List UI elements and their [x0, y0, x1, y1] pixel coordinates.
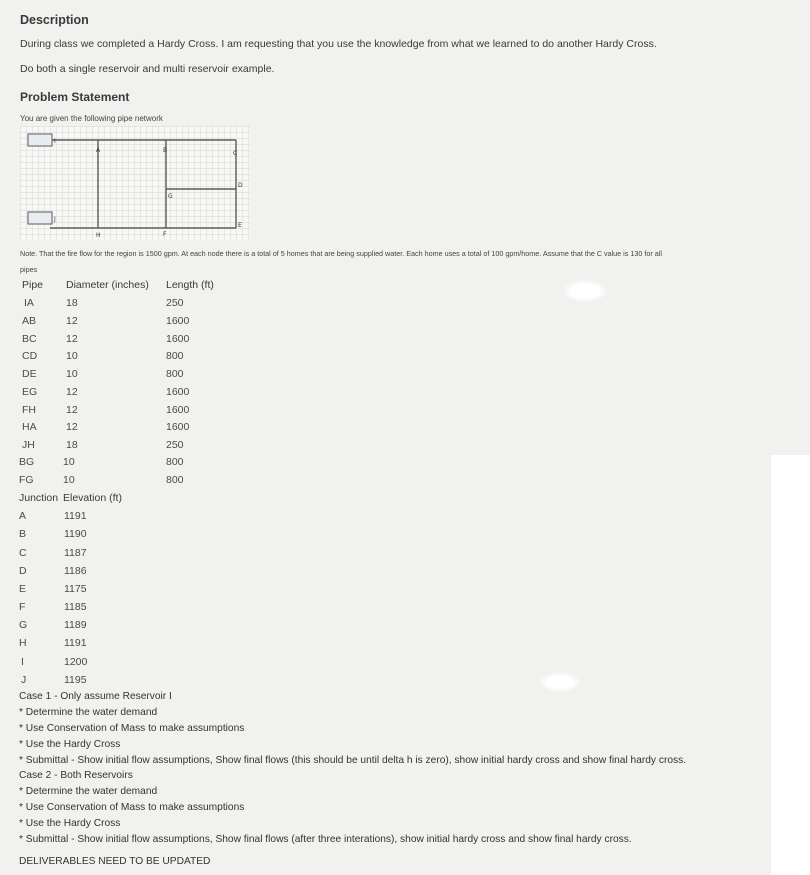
junction-name: B [19, 528, 27, 540]
junction-name: F [19, 601, 26, 613]
case-2-item: * Determine the water demand [19, 786, 158, 797]
light-glare [563, 280, 607, 302]
pipe-diameter: 12 [66, 404, 78, 416]
pipe-name: FG [19, 474, 34, 486]
pipe-diameter: 12 [66, 386, 78, 398]
junction-name: C [19, 547, 27, 559]
junction-column-header: Junction [19, 492, 59, 504]
pipe-length: 1600 [166, 386, 190, 398]
node-label-b: B [163, 147, 168, 154]
junction-elevation: 1191 [64, 637, 87, 649]
case-2-item: * Use Conservation of Mass to make assumptions [19, 802, 245, 813]
description-heading: Description [20, 13, 89, 27]
pipe-diameter: 12 [66, 315, 78, 327]
junction-elevation: 1200 [64, 656, 88, 668]
problem-statement-heading: Problem Statement [20, 90, 130, 104]
pipe-length: 250 [166, 439, 184, 451]
node-label-h: H [96, 232, 101, 239]
reservoir-j [28, 212, 52, 224]
problem-intro: You are given the following pipe network [20, 114, 163, 123]
pipe-length: 800 [166, 456, 184, 468]
pipe-diameter: 12 [66, 333, 78, 345]
junction-name: I [21, 656, 24, 668]
reservoir-i [28, 134, 52, 146]
pipe-name: DE [22, 368, 37, 380]
pipe-diameter: 10 [63, 456, 75, 468]
case-1-item: * Use the Hardy Cross [19, 739, 121, 750]
pipe-name: AB [22, 315, 37, 327]
case-1-item: * Determine the water demand [19, 707, 158, 718]
node-label-f: F [163, 231, 167, 238]
pipe-diameter: 12 [66, 421, 78, 433]
pipe-diameter: 10 [66, 350, 78, 362]
node-label-g: G [168, 193, 173, 200]
node-label-e: E [238, 222, 242, 229]
diameter-column-header: Diameter (inches) [66, 279, 149, 291]
pipe-column-header: Pipe [22, 279, 44, 291]
junction-name: H [19, 637, 27, 649]
junction-elevation: 1175 [64, 583, 87, 595]
junction-name: D [19, 565, 27, 577]
pipe-length: 1600 [166, 421, 190, 433]
junction-name: A [19, 510, 27, 522]
pipe-diameter: 10 [66, 368, 78, 380]
pipe-length: 1600 [166, 404, 190, 416]
junction-elevation: 1186 [64, 565, 87, 577]
junction-elevation: 1189 [64, 619, 87, 631]
description-line-2: Do both a single reservoir and multi reservoir example. [20, 63, 275, 75]
junction-elevation: 1191 [64, 510, 87, 522]
junction-name: E [19, 583, 27, 595]
photo-edge-band [771, 455, 810, 875]
note-line-2: pipes [20, 265, 38, 274]
pipe-name: IA [24, 297, 34, 309]
node-label-i: I [54, 138, 56, 145]
pipe-length: 250 [166, 297, 184, 309]
case-2-title: Case 2 - Both Reservoirs [19, 770, 133, 781]
pipe-name: JH [22, 439, 35, 451]
description-line-1: During class we completed a Hardy Cross. I am requesting that you use the knowledge from what we learned to do another Hardy Cross. [20, 38, 657, 50]
pipe-length: 800 [166, 474, 184, 486]
junction-elevation: 1185 [64, 601, 87, 613]
node-label-d: D [238, 182, 243, 189]
pipe-length: 800 [166, 368, 184, 380]
pipe-length: 1600 [166, 315, 190, 327]
pipe-length: 800 [166, 350, 184, 362]
junction-elevation: 1190 [64, 528, 87, 540]
light-glare [540, 672, 580, 692]
node-label-a: A [96, 147, 101, 154]
case-1-item: * Use Conservation of Mass to make assumptions [19, 723, 245, 734]
pipe-diameter: 18 [66, 439, 78, 451]
junction-name: G [19, 619, 28, 631]
pipe-network-diagram [20, 126, 250, 240]
node-label-j: J [54, 216, 56, 223]
pipe-length: 1600 [166, 333, 190, 345]
case-1-item: * Submittal - Show initial flow assumptions, Show final flows (this should be until delta h is zero), show initial hardy cross and show final hardy cross. [19, 755, 687, 766]
pipe-name: FH [22, 404, 36, 416]
pipe-name: HA [22, 421, 37, 433]
junction-name: J [21, 674, 27, 686]
pipe-name: BC [22, 333, 37, 345]
note-line-1: Note. That the fire flow for the region is 1500 gpm. At each node there is a total of 5 homes that are being supplied water. Each home uses a total of 100 gpm/home. Assume that the C value is 130 for all [20, 249, 662, 258]
pipe-diameter: 18 [66, 297, 78, 309]
junction-elevation: 1187 [64, 547, 87, 559]
case-2-item: * Submittal - Show initial flow assumptions, Show final flows (after three interations), show initial hardy cross and show final hardy cross. [19, 834, 632, 845]
length-column-header: Length (ft) [166, 279, 214, 291]
case-2-item: * Use the Hardy Cross [19, 818, 121, 829]
pipe-name: EG [22, 386, 38, 398]
junction-elevation: 1195 [64, 674, 87, 686]
node-label-c: C [233, 150, 238, 157]
deliverables-note: DELIVERABLES NEED TO BE UPDATED [19, 856, 211, 867]
pipe-name: CD [22, 350, 38, 362]
elevation-column-header: Elevation (ft) [63, 492, 122, 504]
case-1-title: Case 1 - Only assume Reservoir I [19, 691, 172, 702]
pipe-diameter: 10 [63, 474, 75, 486]
pipe-name: BG [19, 456, 35, 468]
